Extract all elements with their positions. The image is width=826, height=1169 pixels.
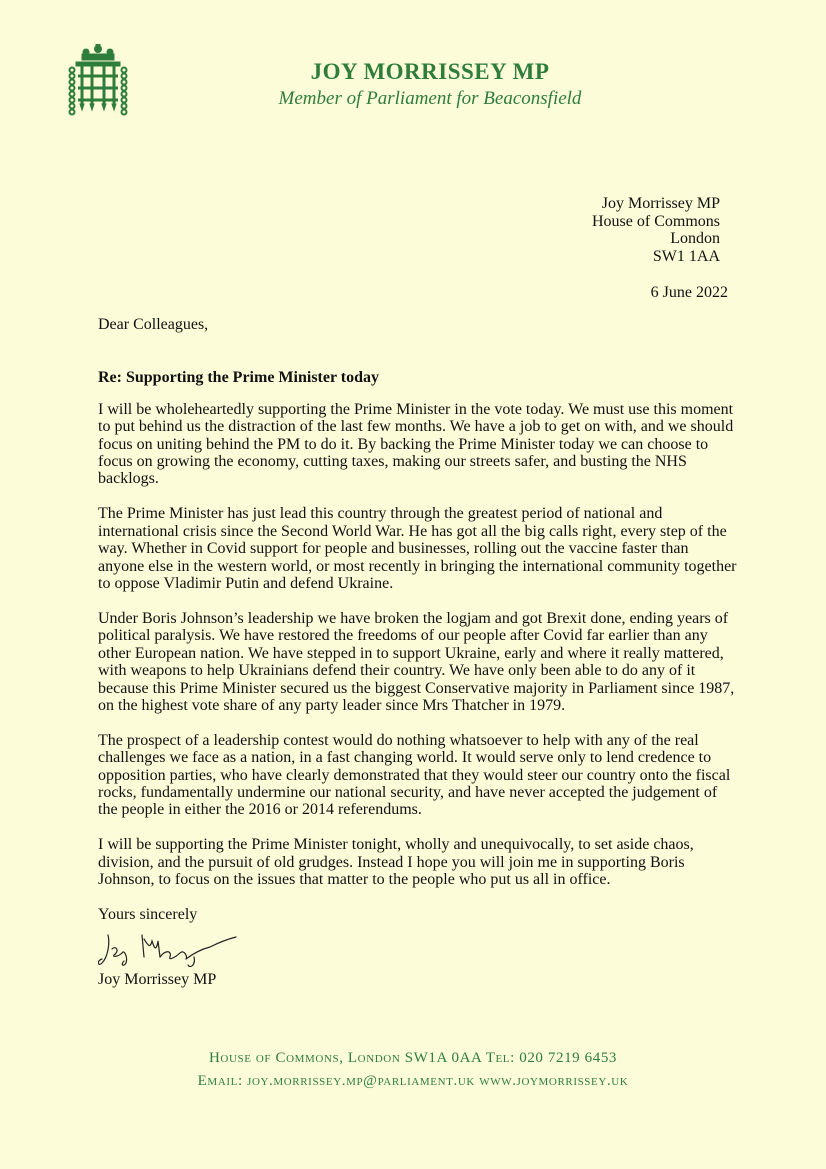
address-line: SW1 1AA xyxy=(652,247,720,265)
letter-date: 6 June 2022 xyxy=(650,284,728,301)
footer-contact: Email: joy.morrissey.mp@parliament.uk www.joymorrissey.uk xyxy=(197,1073,629,1089)
salutation: Dear Colleagues, xyxy=(98,316,209,333)
address-line: House of Commons xyxy=(592,212,720,230)
letterhead-role: Member of Parliament for Beaconsfield xyxy=(278,88,582,109)
letterhead xyxy=(260,58,600,112)
footer-address: House of Commons, London SW1A 0AA Tel: 020 7219 6453 xyxy=(208,1050,618,1066)
signatory: Joy Morrissey MP xyxy=(98,971,217,989)
letterhead-name: JOY MORRISSEY MP xyxy=(310,59,550,84)
handwritten-signature xyxy=(98,927,238,969)
body-paragraph: The prospect of a leadership contest would do nothing whatsoever to help with any of the real challenges we face as a nation, in a fast changing world. It would serve only to lend credence to opposition parties, who have clearly demonstrated that they would steer our country onto the fiscal rocks, fundamentally undermine our national security, and have never accepted the judgement of the people in either the 2016 or 2014 referendums. xyxy=(98,731,731,819)
letter-body xyxy=(98,316,738,989)
portcullis-icon xyxy=(66,44,130,122)
sender-address xyxy=(592,195,720,265)
address-line: London xyxy=(670,230,720,247)
body-paragraph: Under Boris Johnson’s leadership we have broken the logjam and got Brexit done, ending years of political paralysis. We have restored the freedoms of our people after Covid far earlier than any other European nation. We have stepped in to support Ukraine, early and where it really mattered, with weapons to help Ukrainians defend their country. We have only been able to do any of it because this Prime Minister secured us the biggest Conservative majority in Parliament since 1987, on the highest vote share of any party leader since Mrs Thatcher in 1979. xyxy=(98,609,735,714)
body-paragraph: I will be wholeheartedly supporting the Prime Minister in the vote today. We must use this moment to put behind us the distraction of the last few months. We have a job to get on with, and we should focus on uniting behind the PM to do it. By backing the Prime Minister today we can choose to focus on growing the economy, cutting taxes, making our streets safer, and busting the NHS backlogs. xyxy=(98,400,734,488)
subject-line: Re: Supporting the Prime Minister today xyxy=(98,369,380,387)
body-paragraph: I will be supporting the Prime Minister tonight, wholly and unequivocally, to set aside chaos, division, and the pursuit of old grudges. Instead I hope you will join me in supporting Boris Johnson, to focus on the issues that matter to the people who put us all in office. xyxy=(98,836,694,889)
body-paragraph: The Prime Minister has just lead this country through the greatest period of national and international crisis since the Second World War. He has got all the big calls right, every step of the way. Whether in Covid support for people and businesses, rolling out the vaccine faster than anyone else in the western world, or most recently in bringing the international community together to oppose Vladimir Putin and defend Ukraine. xyxy=(98,505,737,592)
address-line: Joy Morrissey MP xyxy=(601,195,720,212)
closing: Yours sincerely xyxy=(98,906,198,924)
